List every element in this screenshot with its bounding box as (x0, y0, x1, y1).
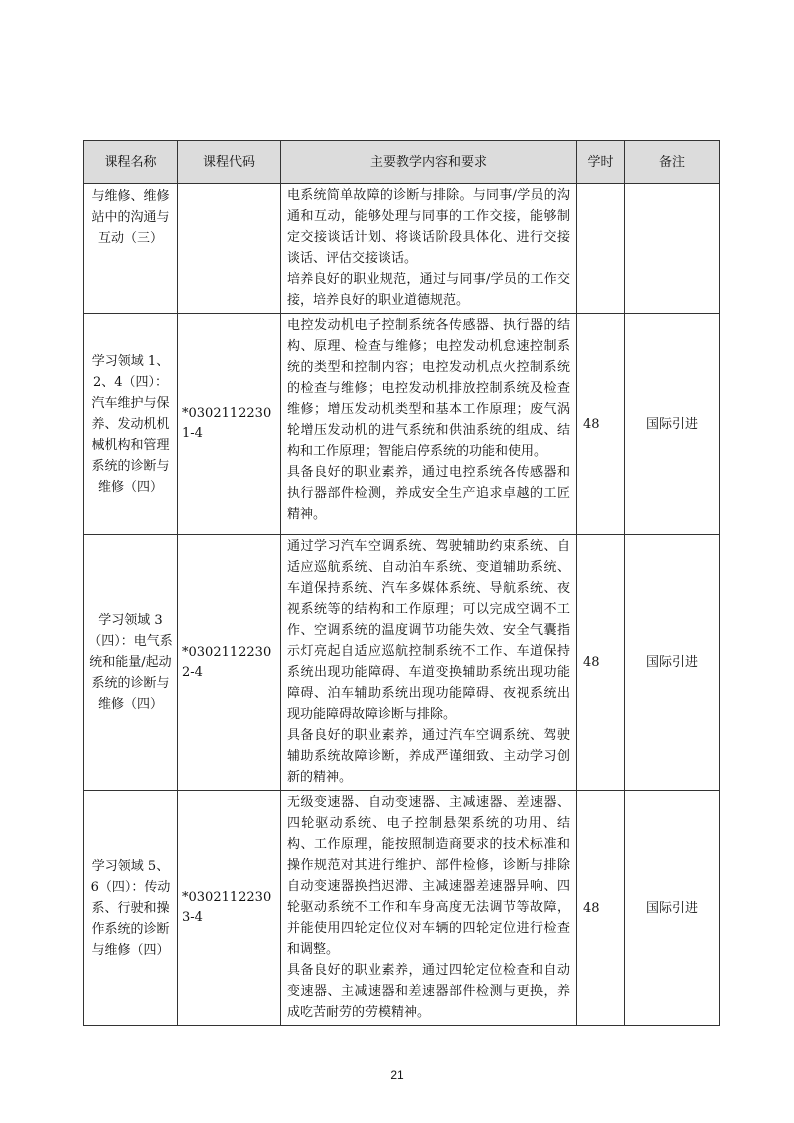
content-paragraph: 具备良好的职业素养，通过电控系统各传感器和执行器部件检测，养成安全生产追求卓越的工匠精神。 (287, 465, 570, 522)
course-name-cell: 学习领域 1、2、4（四）：汽车维护与保养、发动机机械机构和管理系统的诊断与维修（四） (84, 314, 178, 535)
table-row (84, 314, 720, 535)
course-code-cell (178, 184, 281, 314)
header-remark: 备注 (625, 141, 720, 184)
table-row (84, 535, 720, 791)
content-paragraph: 电系统简单故障的诊断与排除。与同事/学员的沟通和互动，能够处理与同事的工作交接，能够制定交接谈话计划、将谈话阶段具体化、进行交接谈话、评估交接谈话。 (287, 188, 570, 266)
teaching-content-cell (281, 184, 577, 314)
remark-cell: 国际引进 (625, 791, 720, 1026)
course-name-cell: 学习领域 5、6（四）：传动系、行驶和操作系统的诊断与维修（四） (84, 791, 178, 1026)
remark-cell: 国际引进 (625, 314, 720, 535)
content-paragraph: 培养良好的职业规范，通过与同事/学员的工作交接，培养良好的职业道德规范。 (287, 272, 570, 308)
course-name-cell: 与维修、维修站中的沟通与互动（三） (84, 184, 178, 314)
header-course-name: 课程名称 (84, 141, 178, 184)
hours-cell (577, 184, 625, 314)
content-paragraph: 具备良好的职业素养，通过汽车空调系统、驾驶辅助系统故障诊断，养成严谨细致、主动学习创新的精神。 (287, 728, 570, 785)
course-name-cell: 学习领域 3（四）：电气系统和能量/起动系统的诊断与维修（四） (84, 535, 178, 791)
header-teaching-content: 主要教学内容和要求 (281, 141, 577, 184)
table-row (84, 791, 720, 1026)
course-code-cell: *03021122301-4 (178, 314, 281, 535)
page-number: 21 (390, 1068, 404, 1082)
hours-cell: 48 (577, 314, 625, 535)
content-paragraph: 通过学习汽车空调系统、驾驶辅助约束系统、自适应巡航系统、自动泊车系统、变道辅助系统、车道保持系统、汽车多媒体系统、导航系统、夜视系统等的结构和工作原理；可以完成空调不工作、空调系统的温度调节功能失效、安全气囊指示灯亮起自适应巡航控制系统不工作、车道保持系统出现功能障碍、车道变换辅助系统出现功能障碍、泊车辅助系统出现功能障碍、夜视系统出现功能障碍故障诊断与排除。 (287, 539, 570, 722)
course-table-container (83, 140, 719, 1026)
remark-cell: 国际引进 (625, 535, 720, 791)
course-code-cell: *03021122303-4 (178, 791, 281, 1026)
hours-cell: 48 (577, 791, 625, 1026)
content-paragraph: 电控发动机电子控制系统各传感器、执行器的结构、原理、检查与维修；电控发动机怠速控制系统的类型和控制内容；电控发动机点火控制系统的检查与维修；电控发动机排放控制系统及检查维修；增压发动机类型和基本工作原理；废气涡轮增压发动机的进气系统和供油系统的组成、结构和工作原理；智能启停系统的功能和使用。 (287, 318, 570, 459)
header-course-code: 课程代码 (178, 141, 281, 184)
table-row (84, 184, 720, 314)
course-code-cell: *03021122302-4 (178, 535, 281, 791)
content-paragraph: 无级变速器、自动变速器、主减速器、差速器、四轮驱动系统、电子控制悬架系统的功用、结构、工作原理，能按照制造商要求的技术标准和操作规范对其进行维护、部件检修，诊断与排除自动变速器换挡迟滞、主减速器差速器异响、四轮驱动系统不工作和车身高度无法调节等故障，并能使用四轮定位仪对车辆的四轮定位进行检查和调整。 (287, 795, 570, 957)
remark-cell (625, 184, 720, 314)
header-hours: 学时 (577, 141, 625, 184)
teaching-content-cell (281, 535, 577, 791)
teaching-content-cell (281, 314, 577, 535)
table-header-row (84, 141, 720, 184)
course-table (83, 140, 720, 1026)
teaching-content-cell (281, 791, 577, 1026)
hours-cell: 48 (577, 535, 625, 791)
content-paragraph: 具备良好的职业素养，通过四轮定位检查和自动变速器、主减速器和差速器部件检测与更换，养成吃苦耐劳的劳模精神。 (287, 963, 570, 1020)
